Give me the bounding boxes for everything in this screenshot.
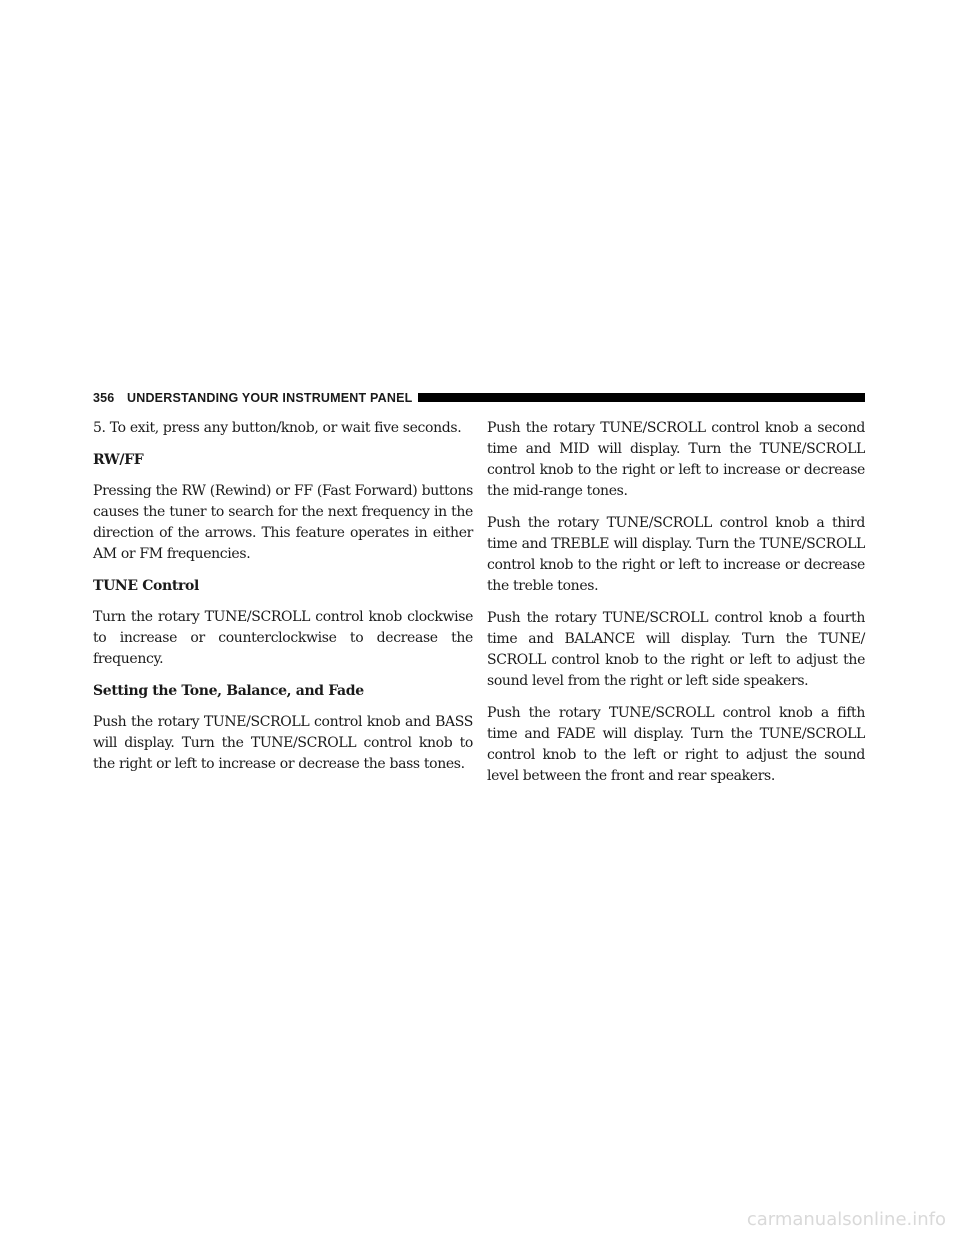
step-5-text: 5. To exit, press any button/knob, or wait five seconds. [93,420,462,436]
page-number: 356 [93,391,115,405]
header-rule [418,393,865,402]
mid-paragraph: Push the rotary TUNE/SCROLL control knob a second time and MID will display. Turn the TUNE/SCROLL control knob to the right or left to increase or decrease the mid-range tones. [487,420,865,499]
watermark: carmanualsonline.info [746,1209,946,1230]
right-column [487,418,865,798]
left-column [93,418,473,786]
bass-paragraph: Push the rotary TUNE/SCROLL control knob and BASS will display. Turn the TUNE/SCROLL control knob to the right or left to increase or decrease the bass tones. [93,714,473,772]
balance-paragraph: Push the rotary TUNE/SCROLL control knob a fourth time and BALANCE will display. Turn the TUNE/ SCROLL control knob to the right or left to adjust the sound level from the right or left side speakers. [487,610,865,689]
rwff-paragraph: Pressing the RW (Rewind) or FF (Fast Forward) buttons causes the tuner to search for the next frequency in the direction of the arrows. This feature operates in either AM or FM frequencies. [93,483,473,562]
treble-paragraph: Push the rotary TUNE/SCROLL control knob a third time and TREBLE will display. Turn the TUNE/SCROLL control knob to the right or left to increase or decrease the treble tones. [487,515,865,594]
tune-control-paragraph: Turn the rotary TUNE/SCROLL control knob clockwise to increase or counterclockwise to decrease the frequency. [93,609,473,667]
tone-balance-fade-heading: Setting the Tone, Balance, and Fade [93,683,364,699]
fade-paragraph: Push the rotary TUNE/SCROLL control knob a fifth time and FADE will display. Turn the TUNE/SCROLL control knob to the left or right to adjust the sound level between the front and rear speakers. [487,705,865,784]
page-header [93,391,865,405]
tune-control-heading: TUNE Control [93,578,199,594]
rwff-heading: RW/FF [93,452,144,468]
section-title: UNDERSTANDING YOUR INSTRUMENT PANEL [127,391,413,405]
